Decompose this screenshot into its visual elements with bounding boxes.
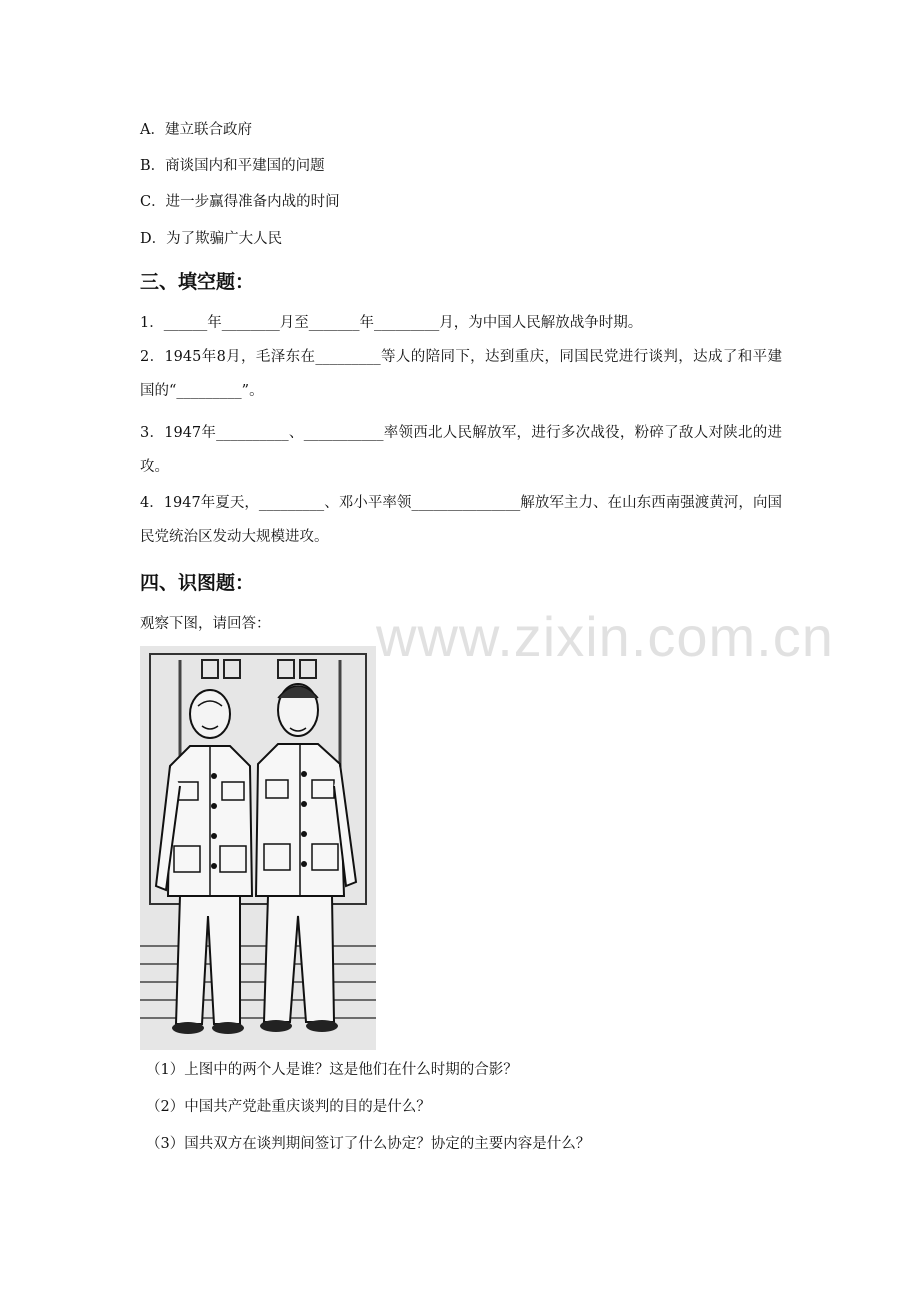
image-intro: 观察下图，请回答： [140, 616, 271, 632]
choice-b: B．商谈国内和平建国的问题 [140, 158, 325, 174]
watermark-text: www.zixin.com.cn [376, 605, 834, 668]
fill-question-1: 1．______年________月至_______年_________月，为中国人民解放战争时期。 [140, 315, 643, 331]
historical-photo-illustration [140, 646, 376, 1050]
fill-question-4: 4．1947年夏天，_________、邓小平率领_______________解放军主力、在山东西南强渡黄河，向国民党统治区发动大规模进攻。 [140, 495, 782, 545]
section-heading-fill-blank: 三、填空题： [140, 271, 255, 293]
fill-question-3: 3．1947年__________、___________率领西北人民解放军，进行多次战役，粉碎了敌人对陕北的进攻。 [140, 425, 782, 475]
choice-c: C．进一步赢得准备内战的时间 [140, 194, 340, 210]
fill-question-2: 2．1945年8月，毛泽东在_________等人的陪同下，达到重庆，同国民党进行谈判，达成了和平建国的“_________”。 [140, 349, 782, 399]
choice-d: D．为了欺骗广大人民 [140, 231, 283, 247]
image-question-3: （3）国共双方在谈判期间签订了什么协定？协定的主要内容是什么？ [146, 1136, 591, 1152]
choice-a: A．建立联合政府 [140, 122, 252, 138]
section-heading-image: 四、识图题： [140, 572, 255, 594]
image-question-2: （2）中国共产党赴重庆谈判的目的是什么？ [146, 1099, 431, 1115]
image-question-1: （1）上图中的两个人是谁？这是他们在什么时期的合影？ [146, 1062, 518, 1078]
